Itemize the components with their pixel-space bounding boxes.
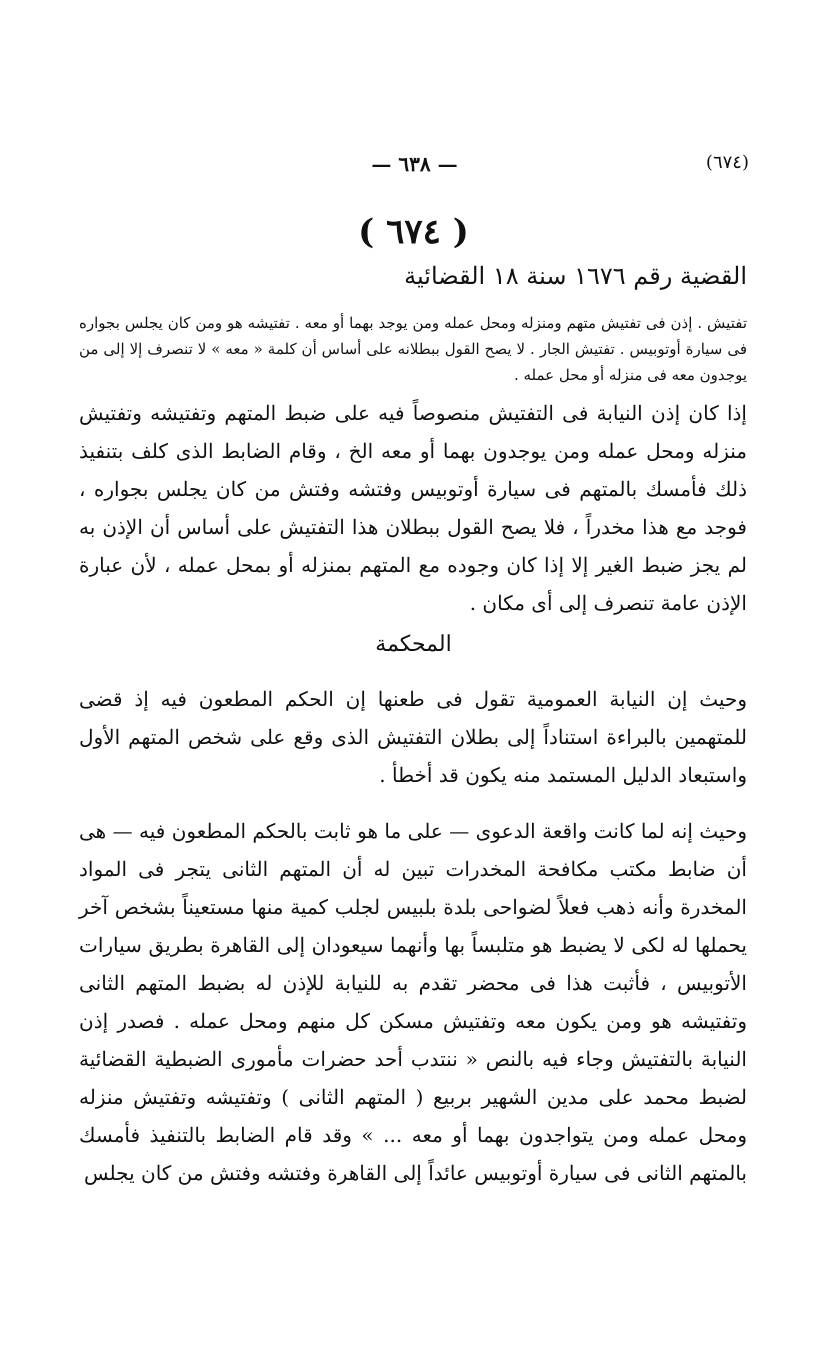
judgment-paragraph-1: وحيث إن النيابة العمومية تقول فى طعنها إن الحكم المطعون فيه إذ قضى للمتهمين بالبراءة استناداً إلى بطلان التفتيش الذى وقع على شخص المتهم الأول واستبعاد الدليل المستمد منه يكون قد أخطأ . — [79, 687, 747, 787]
judgment-body — [79, 680, 747, 1192]
running-header — [80, 150, 749, 180]
case-number-heading: ( ٦٧٤ ) — [358, 212, 469, 252]
headnote-paragraph: إذا كان إذن النيابة فى التفتيش منصوصاً فيه على ضبط المتهم وتفتيشه وتفتيش منزله ومحل عمله ومن يوجدون بهما أو معه الخ ، وقام الضابط الذى كلف بتنفيذ ذلك فأمسك بالمتهم فى سيارة أوتوبيس وفتشه وفتش من كان يجلس بجواره ، فوجد مع هذا مخدراً ، فلا يصح القول ببطلان هذا التفتيش على أساس أن الإذن به لم يجز ضبط الغير إلا إذا كان وجوده مع المتهم بمنزله أو بمحل عمله ، لأن عبارة الإذن عامة تنصرف إلى أى مكان . — [79, 401, 747, 615]
case-summary: تفتيش . إذن فى تفتيش متهم ومنزله ومحل عمله ومن يوجد بهما أو معه . تفتيشه هو ومن كان يجلس بجواره فى سيارة أوتوبيس . تفتيش الجار . لا يصح القول ببطلانه على أساس أن كلمة « معه » لا تنصرف إلا إلى من يوجدون معه فى منزله أو محل عمله . — [79, 314, 747, 384]
judgment-paragraph-2: وحيث إنه لما كانت واقعة الدعوى — على ما هو ثابت بالحكم المطعون فيه — هى أن ضابط مكتب مكافحة المخدرات تبين له أن المتهم الثانى يتجر فى المواد المخدرة وأنه ذهب فعلاً لضواحى بلدة بلبيس لجلب كمية منها مستعيناً بشخص آخر يحملها له لكى لا يضبط هو متلبساً بها وأنهما سيعودان إلى القاهرة بطريق سيارات الأتوبيس ، فأثبت هذا فى محضر تقدم به للنيابة للإذن له بضبط المتهم الثانى وتفتيشه هو ومن يكون معه وتفتيش مسكن كل منهم ومحل عمله . فصدر إذن النيابة بالتفتيش وجاء فيه بالنص « ننتدب أحد حضرات مأمورى الضبطية القضائية لضبط محمد على مدين الشهير بربيع ( المتهم الثانى ) وتفتيشه وتفتيش منزله ومحل عمله ومن يتواجدون بهما أو معه ... » وقد قام الضابط بالتنفيذ فأمسك بالمتهم الثانى فى سيارة أوتوبيس عائداً إلى القاهرة وفتشه وفتش من كان يجلس — [79, 819, 748, 1185]
headnote — [79, 394, 747, 622]
running-case-tag: (٦٧٤) — [705, 152, 749, 173]
court-heading: المحكمة — [375, 632, 452, 657]
page-number: — ٦٣٨ — — [371, 152, 458, 176]
case-reference: القضية رقم ١٦٧٦ سنة ١٨ القضائية — [404, 262, 747, 290]
